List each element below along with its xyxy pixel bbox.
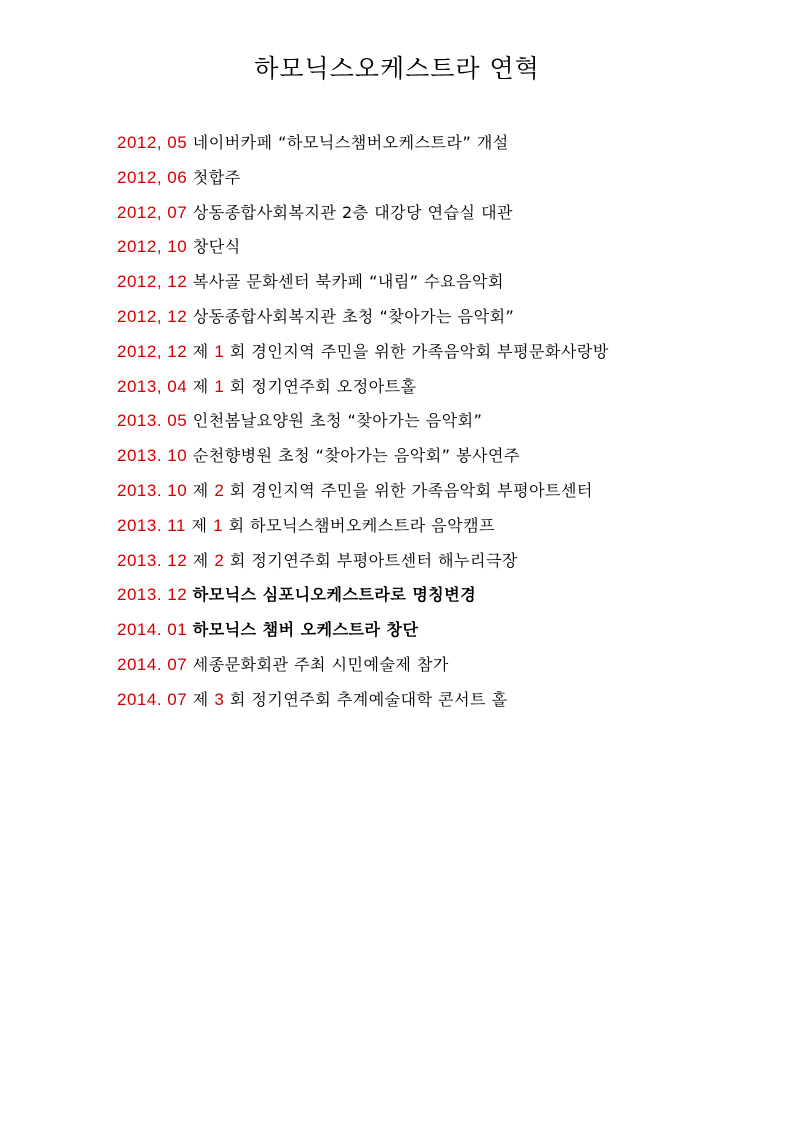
entry-text: 회 정기연주회 오정아트홀 [224, 376, 417, 396]
history-entry [117, 201, 609, 236]
history-entry [117, 444, 609, 479]
entry-text: 회 경인지역 주민을 위한 가족음악회 부평아트센터 [224, 480, 593, 500]
entry-number: 2 [214, 480, 225, 500]
entry-text: 인천봄날요양원 초청 “찾아가는 음악회” [192, 411, 483, 431]
entry-date: 2013. 05 [117, 411, 188, 431]
history-entry [117, 375, 609, 410]
history-entry [117, 305, 609, 340]
history-entry [117, 479, 609, 514]
entry-description [193, 655, 449, 674]
entry-description [193, 585, 476, 604]
entry-description [192, 516, 496, 535]
history-entry [117, 688, 609, 723]
entry-text: 세종문화회관 주최 시민예술제 참가 [192, 654, 449, 674]
history-entry [117, 131, 609, 166]
entry-number: 2 [214, 550, 225, 570]
entry-text: 복사골 문화센터 북카페 “내림” 수요음악회 [192, 272, 504, 292]
entry-date: 2013. 12 [117, 585, 188, 605]
entry-date: 2013. 10 [117, 446, 188, 466]
entry-text: 순천향병원 초청 “찾아가는 음악회” 봉사연주 [192, 446, 520, 466]
history-entry [117, 618, 609, 653]
entry-date: 2012, 12 [117, 341, 188, 361]
entry-date: 2012, 12 [117, 272, 188, 292]
entry-date: 2013, 04 [117, 376, 188, 396]
entry-description [193, 377, 417, 396]
entry-date: 2014. 07 [117, 654, 188, 674]
entry-text: 상동종합사회복지관 초청 “찾아가는 음악회” [192, 306, 515, 326]
entry-description [193, 272, 504, 291]
history-entry [117, 235, 609, 270]
entry-date: 2012, 07 [117, 202, 188, 222]
entry-prefix: 제 [192, 341, 215, 361]
history-list [117, 131, 609, 723]
entry-prefix: 제 [192, 376, 215, 396]
entry-text: 창단식 [192, 237, 241, 257]
entry-number: 1 [214, 376, 225, 396]
entry-text: 네이버카페 “하모닉스챔버오케스트라” 개설 [192, 133, 509, 152]
entry-description [193, 690, 508, 709]
entry-date: 2012, 12 [117, 306, 188, 326]
entry-text: 하모닉스 심포니오케스트라로 명칭변경 [192, 585, 477, 605]
entry-description [193, 168, 241, 187]
entry-text: 회 하모닉스챔버오케스트라 음악캠프 [223, 515, 496, 535]
history-entry [117, 409, 609, 444]
entry-date: 2013. 12 [117, 550, 188, 570]
entry-text: 회 정기연주회 추계예술대학 콘서트 홀 [224, 689, 508, 709]
entry-number: 1 [213, 515, 224, 535]
entry-text: 상동종합사회복지관 2층 대강당 연습실 대관 [192, 202, 514, 222]
history-entry [117, 340, 609, 375]
history-entry [117, 166, 609, 201]
entry-date: 2012, 05 [117, 133, 188, 152]
entry-description [193, 620, 419, 639]
entry-date: 2013. 11 [117, 515, 186, 535]
entry-description [193, 481, 593, 500]
page-title: 하모닉스오케스트라 연혁 [254, 54, 540, 83]
entry-prefix: 제 [192, 689, 215, 709]
history-entry [117, 549, 609, 584]
entry-description [193, 342, 609, 361]
entry-description [193, 446, 520, 465]
entry-text: 회 경인지역 주민을 위한 가족음악회 부평문화사랑방 [224, 341, 609, 361]
entry-description [193, 411, 483, 430]
entry-description [193, 203, 513, 222]
entry-date: 2014. 01 [117, 620, 188, 640]
history-entry [117, 270, 609, 305]
entry-description [193, 307, 515, 326]
entry-description [193, 551, 518, 570]
history-entry [117, 583, 609, 618]
entry-number: 3 [214, 689, 225, 709]
entry-date: 2014. 07 [117, 689, 188, 709]
entry-text: 하모닉스 챔버 오케스트라 창단 [192, 620, 419, 640]
entry-date: 2012, 06 [117, 167, 188, 187]
entry-description [193, 237, 241, 256]
entry-text: 회 정기연주회 부평아트센터 해누리극장 [224, 550, 518, 570]
entry-description [193, 133, 509, 152]
entry-date: 2013. 10 [117, 480, 188, 500]
entry-date: 2012, 10 [117, 237, 188, 257]
history-entry [117, 514, 609, 549]
entry-number: 1 [214, 341, 225, 361]
history-entry [117, 653, 609, 688]
entry-prefix: 제 [191, 515, 214, 535]
entry-text: 첫합주 [192, 167, 241, 187]
entry-prefix: 제 [192, 550, 215, 570]
entry-prefix: 제 [192, 480, 215, 500]
